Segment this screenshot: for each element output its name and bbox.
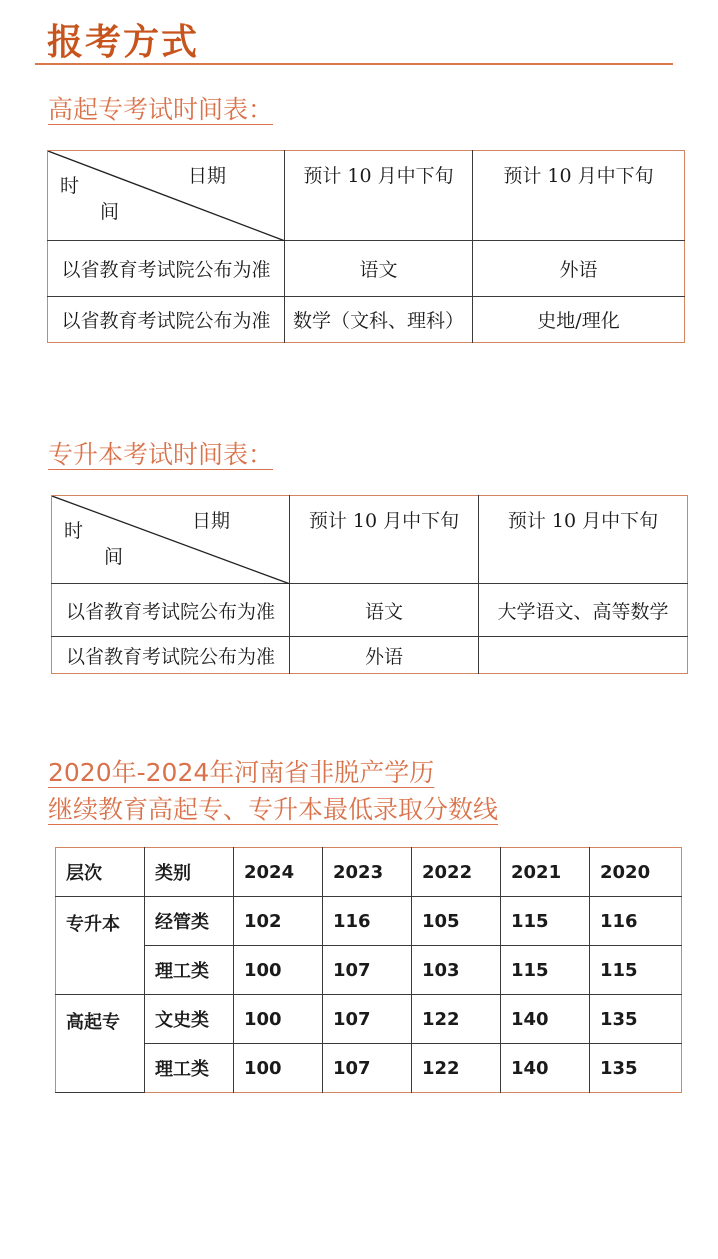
score-cell: 107 <box>323 1044 412 1093</box>
header-cell-year: 2024 <box>234 848 323 897</box>
diagonal-header-cell <box>52 496 290 584</box>
header-cell-year: 2023 <box>323 848 412 897</box>
header-date-label: 日期 <box>188 165 227 187</box>
score-cell: 140 <box>501 1044 590 1093</box>
diagonal-line <box>52 496 290 584</box>
header-cell: 预计 10 月中下旬 <box>473 151 685 241</box>
diagonal-header-cell <box>48 151 285 241</box>
category-cell: 经管类 <box>145 897 234 946</box>
score-cell: 105 <box>412 897 501 946</box>
score-cell: 100 <box>234 995 323 1044</box>
table-row <box>56 995 682 1044</box>
table-row <box>52 637 688 674</box>
level-cell: 专升本 <box>56 897 145 995</box>
scores-table <box>55 847 682 1093</box>
header-date-label: 日期 <box>192 510 231 532</box>
score-cell: 122 <box>412 1044 501 1093</box>
time-cell: 以省教育考试院公布为准 <box>52 584 290 637</box>
subject-cell: 语文 <box>285 241 473 297</box>
header-cell-level: 层次 <box>56 848 145 897</box>
score-cell: 100 <box>234 946 323 995</box>
level-cell: 高起专 <box>56 995 145 1093</box>
score-cell: 116 <box>590 897 682 946</box>
subject-cell: 外语 <box>473 241 685 297</box>
score-cell: 115 <box>501 897 590 946</box>
header-time-label: 时 <box>64 520 84 542</box>
subject-cell: 外语 <box>290 637 479 674</box>
time-cell: 以省教育考试院公布为准 <box>52 637 290 674</box>
time-cell: 以省教育考试院公布为准 <box>48 297 285 343</box>
scores-title-line1: 2020年-2024年河南省非脱产学历 <box>48 758 435 787</box>
score-cell: 122 <box>412 995 501 1044</box>
table-row <box>48 241 685 297</box>
title-divider <box>35 63 673 65</box>
table-header-row <box>48 151 685 241</box>
score-cell: 103 <box>412 946 501 995</box>
subject-cell <box>479 637 688 674</box>
page-title: 报考方式 <box>47 22 200 63</box>
table-header-row <box>56 848 682 897</box>
category-cell: 理工类 <box>145 946 234 995</box>
diagonal-line <box>48 151 285 241</box>
score-cell: 107 <box>323 995 412 1044</box>
table-row <box>56 946 682 995</box>
header-cell-year: 2022 <box>412 848 501 897</box>
table-row <box>52 584 688 637</box>
score-cell: 116 <box>323 897 412 946</box>
score-cell: 135 <box>590 1044 682 1093</box>
gqz-schedule-table <box>47 150 685 343</box>
score-cell: 115 <box>501 946 590 995</box>
subject-cell: 语文 <box>290 584 479 637</box>
table-row <box>56 897 682 946</box>
scores-title-line2: 继续教育高起专、专升本最低录取分数线 <box>48 795 499 824</box>
subject-cell: 史地/理化 <box>473 297 685 343</box>
header-time-label-2: 间 <box>100 201 120 223</box>
header-cell-year: 2020 <box>590 848 682 897</box>
header-time-label-2: 间 <box>104 546 124 568</box>
table-header-row <box>52 496 688 584</box>
header-cell: 预计 10 月中下旬 <box>285 151 473 241</box>
table-row <box>56 1044 682 1093</box>
header-cell-category: 类别 <box>145 848 234 897</box>
score-cell: 107 <box>323 946 412 995</box>
time-cell: 以省教育考试院公布为准 <box>48 241 285 297</box>
score-cell: 140 <box>501 995 590 1044</box>
header-cell: 预计 10 月中下旬 <box>479 496 688 584</box>
score-cell: 100 <box>234 1044 323 1093</box>
header-cell: 预计 10 月中下旬 <box>290 496 479 584</box>
subject-cell: 大学语文、高等数学 <box>479 584 688 637</box>
header-time-label: 时 <box>60 175 80 197</box>
category-cell: 理工类 <box>145 1044 234 1093</box>
zsb-schedule-table <box>51 495 688 674</box>
table-row <box>48 297 685 343</box>
subject-cell: 数学（文科、理科） <box>285 297 473 343</box>
score-cell: 102 <box>234 897 323 946</box>
zsb-schedule-title: 专升本考试时间表： <box>48 440 274 469</box>
gqz-schedule-title: 高起专考试时间表： <box>48 95 274 124</box>
score-cell: 135 <box>590 995 682 1044</box>
header-cell-year: 2021 <box>501 848 590 897</box>
score-cell: 115 <box>590 946 682 995</box>
category-cell: 文史类 <box>145 995 234 1044</box>
